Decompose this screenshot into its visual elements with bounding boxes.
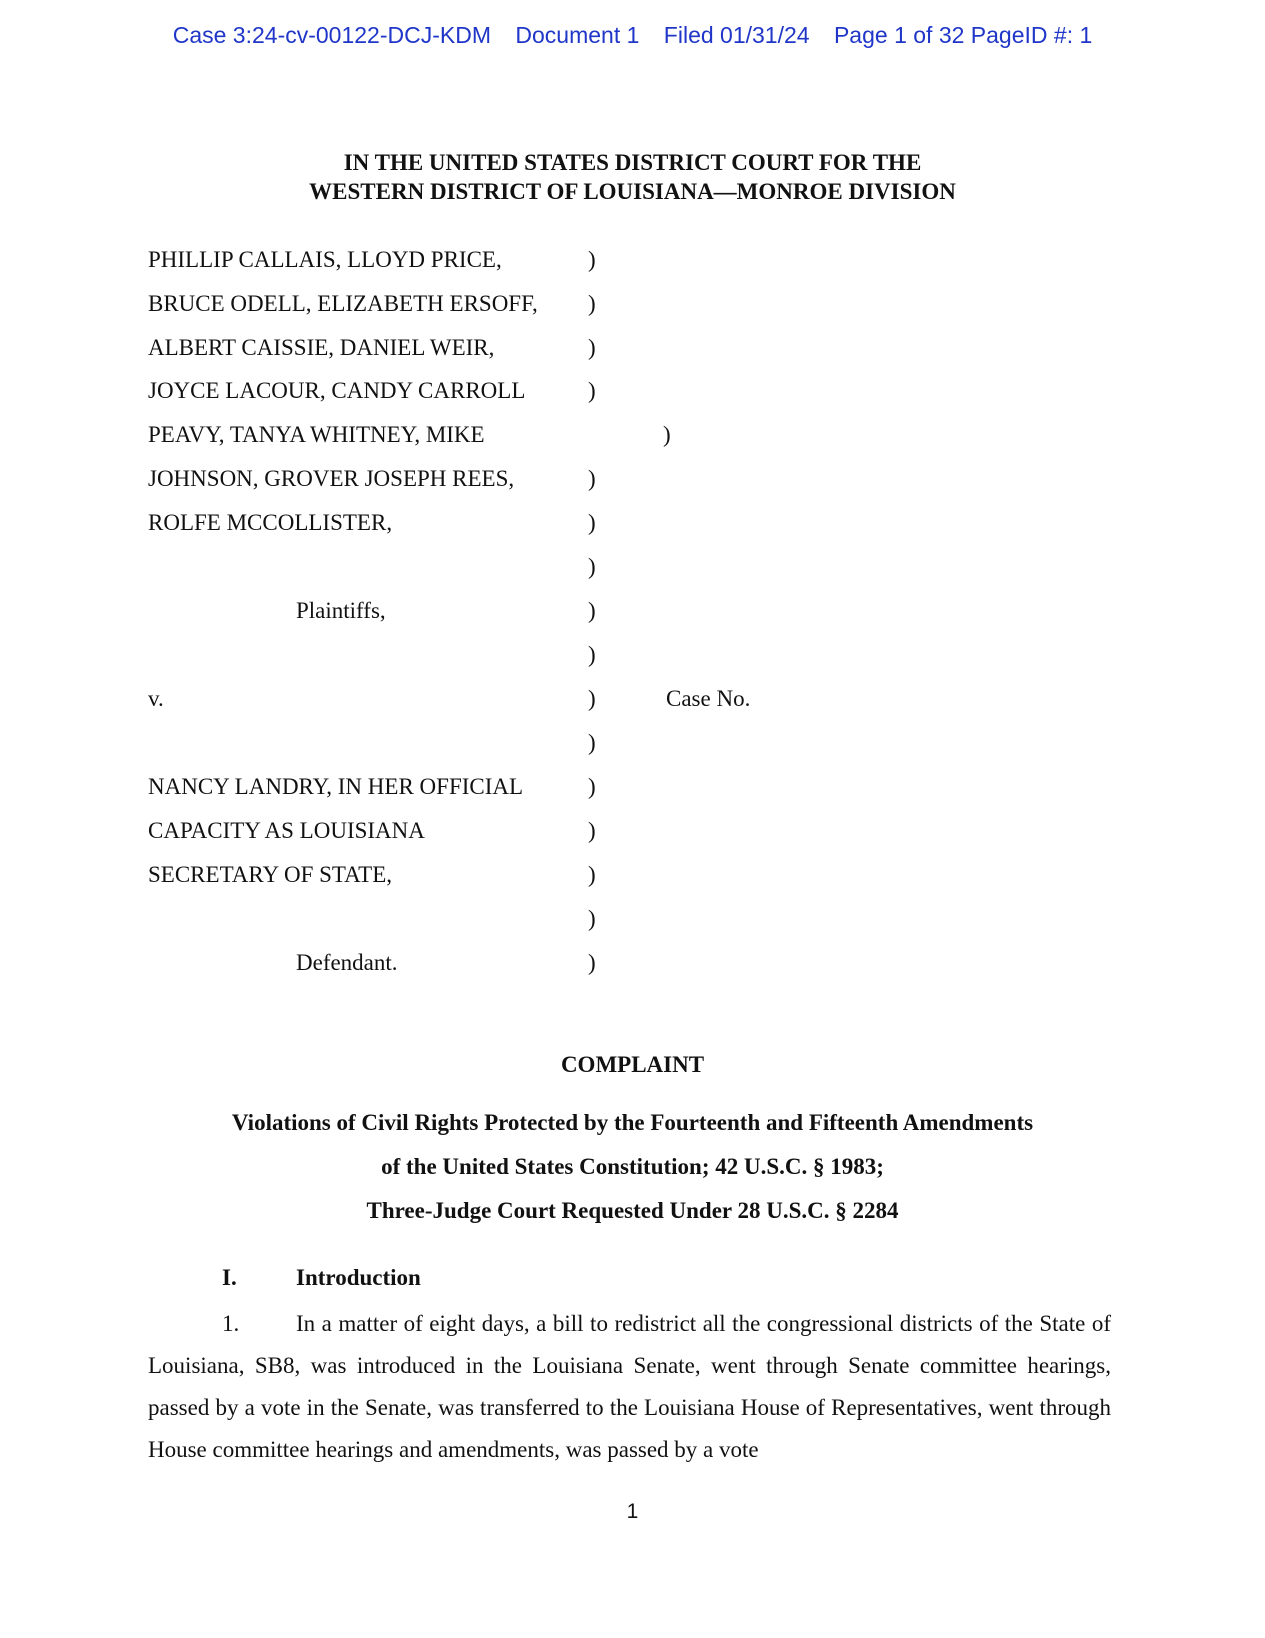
- caption-paren: ): [588, 247, 596, 272]
- caption-paren: ): [588, 862, 596, 887]
- defendant-line: SECRETARY OF STATE,: [148, 862, 393, 887]
- paragraph-number: 1.: [222, 1311, 240, 1336]
- caption-paren: ): [588, 554, 596, 579]
- complaint-subtitle-line: of the United States Constitution; 42 U.S.C. § 1983;: [381, 1154, 884, 1179]
- court-title-line-1: IN THE UNITED STATES DISTRICT COURT FOR THE: [343, 150, 922, 175]
- plaintiff-line: ALBERT CAISSIE, DANIEL WEIR,: [148, 335, 495, 360]
- caption-paren: ): [588, 598, 596, 623]
- caption-paren: ): [588, 906, 596, 931]
- ecf-header: [0, 22, 1265, 49]
- caption-paren: ): [588, 774, 596, 799]
- paragraph: [148, 1303, 1111, 1471]
- header-document: Document 1: [515, 22, 640, 48]
- section-title: Introduction: [296, 1265, 421, 1290]
- case-no-label: Case No.: [666, 686, 751, 711]
- header-filed-date: Filed 01/31/24: [663, 22, 810, 48]
- complaint-subtitle-line: Violations of Civil Rights Protected by the Fourteenth and Fifteenth Amendments: [231, 1110, 1034, 1135]
- complaint-title: COMPLAINT: [560, 1052, 705, 1077]
- defendant-label: Defendant.: [296, 950, 398, 975]
- caption-paren: ): [588, 686, 596, 711]
- caption-paren: ): [588, 642, 596, 667]
- plaintiff-line: PHILLIP CALLAIS, LLOYD PRICE,: [148, 247, 502, 272]
- caption-paren: ): [588, 378, 596, 403]
- caption-paren: ): [588, 510, 596, 535]
- caption-paren: ): [588, 291, 596, 316]
- caption-paren: ): [588, 818, 596, 843]
- caption-paren: ): [588, 730, 596, 755]
- plaintiff-line: ROLFE MCCOLLISTER,: [148, 510, 393, 535]
- header-case-number: Case 3:24-cv-00122-DCJ-KDM: [172, 22, 491, 48]
- paragraph-text: In a matter of eight days, a bill to redistrict all the congressional districts of the State of Louisiana, SB8, was introduced in the Louisiana Senate, went through Senate committee hearings, passed by a vote in the Senate, was transferred to the Louisiana House of Representatives, went through House committee hearings and amendments, was passed by a vote: [148, 1311, 1111, 1462]
- defendant-line: NANCY LANDRY, IN HER OFFICIAL: [148, 774, 524, 799]
- versus-label: v.: [148, 686, 164, 711]
- court-title: [0, 148, 1265, 206]
- plaintiff-line: BRUCE ODELL, ELIZABETH ERSOFF,: [148, 291, 538, 316]
- caption-paren: ): [588, 466, 596, 491]
- header-page-id: Page 1 of 32 PageID #: 1: [833, 22, 1093, 48]
- complaint-subtitle-line: Three-Judge Court Requested Under 28 U.S.C. § 2284: [366, 1198, 899, 1223]
- caption-paren: ): [588, 950, 596, 975]
- plaintiff-line: JOYCE LACOUR, CANDY CARROLL: [148, 378, 526, 403]
- plaintiff-line: JOHNSON, GROVER JOSEPH REES,: [148, 466, 515, 491]
- defendant-line: CAPACITY AS LOUISIANA: [148, 818, 425, 843]
- plaintiffs-label: Plaintiffs,: [296, 598, 386, 623]
- court-title-line-2: WESTERN DISTRICT OF LOUISIANA—MONROE DIVISION: [309, 179, 956, 204]
- page-number: 1: [626, 1500, 639, 1523]
- plaintiff-line: PEAVY, TANYA WHITNEY, MIKE: [148, 422, 485, 447]
- section-number: I.: [222, 1265, 237, 1290]
- caption-paren: ): [588, 335, 596, 360]
- caption-paren: ): [663, 422, 671, 447]
